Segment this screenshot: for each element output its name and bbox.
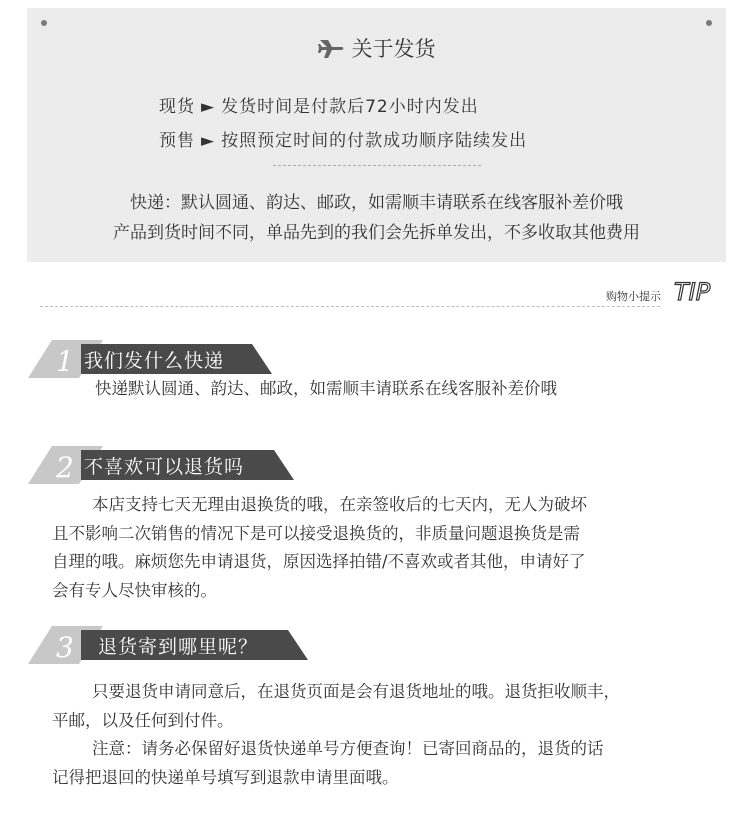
spot-goods-line: [159, 92, 479, 117]
section-1-line: 快递默认圆通、韵达、邮政，如需顺丰请联系在线客服补差价哦: [95, 379, 557, 398]
section-2-line: 会有专人尽快审核的。: [52, 580, 217, 600]
presale-label: 预售: [159, 131, 195, 151]
section-2-title: 不喜欢可以退货吗: [84, 456, 245, 478]
airplane-icon: [318, 38, 346, 60]
section-1-title: 我们发什么快递: [84, 350, 225, 372]
arrow-right-icon: ►: [201, 97, 216, 117]
express-info-line: 快递：默认圆通、韵达、邮政，如需顺丰请联系在线客服补差价哦: [130, 193, 623, 213]
section-3-body: [52, 678, 620, 792]
tip-logo: [672, 276, 722, 306]
section-3-line: 只要退货申请同意后，在退货页面是会有退货地址的哦。退货拒收顺丰，: [92, 682, 620, 701]
split-order-line: 产品到货时间不同，单品先到的我们会先拆单发出，不多收取其他费用: [113, 223, 640, 243]
presale-text: 按照预定时间的付款成功顺序陆续发出: [221, 131, 528, 151]
section-3-line: 平邮，以及任何到付件。: [52, 710, 234, 730]
shipping-title-text: 关于发货: [351, 37, 436, 61]
section-3-line: 注意：请务必保留好退货快递单号方便查询！已寄回商品的，退货的话: [92, 739, 604, 758]
tip-label: 购物小提示: [606, 290, 661, 303]
section-3-number: 3: [56, 631, 74, 664]
pin-dot-right: [706, 20, 712, 26]
presale-line: [159, 126, 527, 151]
section-1-number: 1: [56, 345, 74, 378]
section-2-line: 本店支持七天无理由退换货的哦，在亲签收后的七天内，无人为破坏: [92, 495, 587, 514]
section-2-number: 2: [56, 451, 74, 484]
section-1-body: [95, 375, 557, 404]
section-2-body: [52, 491, 587, 605]
section-3-title: 退货寄到哪里呢？: [98, 636, 259, 658]
divider-dashed: [273, 165, 481, 166]
section-2-line: 自理的哦。麻烦您先申请退货，原因选择拍错/不喜欢或者其他，申请好了: [52, 552, 586, 571]
shipping-title: [27, 33, 726, 63]
section-1-heading: [28, 340, 278, 380]
section-3-line: 记得把退回的快递单号填写到退款申请里面哦。: [52, 767, 399, 787]
spot-goods-label: 现货: [159, 97, 195, 117]
spot-goods-text: 发货时间是付款后72小时内发出: [221, 97, 479, 117]
section-2-line: 且不影响二次销售的情况下是可以接受退换货的，非质量问题退换货是需: [52, 523, 580, 543]
arrow-right-icon: ►: [201, 131, 216, 151]
tip-divider: [40, 306, 660, 307]
tip-word: TIP: [674, 278, 711, 306]
pin-dot-left: [41, 20, 47, 26]
section-3-heading: [28, 626, 318, 666]
section-2-heading: [28, 446, 298, 486]
shipping-info-panel: [27, 8, 726, 262]
